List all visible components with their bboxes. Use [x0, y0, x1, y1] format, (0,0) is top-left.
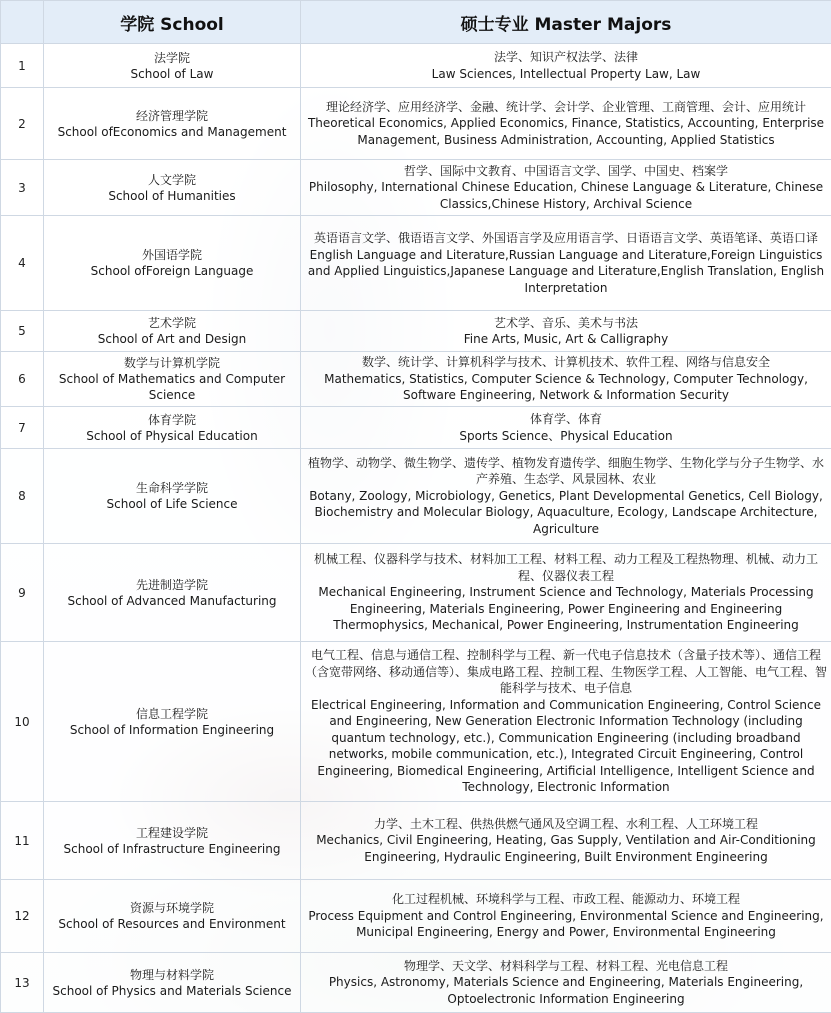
row-number: 13: [1, 953, 44, 1013]
school-name-cn: 经济管理学院: [135, 108, 208, 123]
header-index-cell: [1, 1, 44, 44]
majors-cell: [301, 880, 831, 953]
school-name-en: School of Infrastructure Engineering: [63, 841, 281, 856]
majors-en: Philosophy, International Chinese Education, Chinese Language & Literature, Chinese Classics,Chinese History, Archival Science: [308, 180, 824, 211]
table-row: [1, 311, 831, 352]
row-number: 12: [1, 880, 44, 953]
school-cell: [44, 953, 301, 1013]
majors-cn: 力学、土木工程、供热供燃气通风及空调工程、水利工程、人工环境工程: [373, 816, 758, 831]
table-row: [1, 449, 831, 544]
majors-en: Mathematics, Statistics, Computer Science & Technology, Computer Technology, Software Engineering, Network & Information Security: [324, 371, 808, 403]
majors-cell: [301, 802, 831, 880]
school-cell: [44, 544, 301, 642]
table-row: [1, 88, 831, 160]
row-number: 1: [1, 44, 44, 88]
row-number: 2: [1, 88, 44, 160]
school-cell: [44, 44, 301, 88]
school-name-cn: 信息工程学院: [135, 706, 208, 721]
majors-en: Sports Science、Physical Education: [459, 428, 673, 443]
majors-cell: [301, 216, 831, 311]
table-row: [1, 642, 831, 802]
school-cell: [44, 407, 301, 449]
majors-cell: [301, 544, 831, 642]
majors-cn: 艺术学、音乐、美术与书法: [493, 315, 638, 330]
majors-cell: [301, 407, 831, 449]
school-name-en: School of Advanced Manufacturing: [67, 593, 277, 608]
table-row: [1, 953, 831, 1013]
majors-cn: 化工过程机械、环境科学与工程、市政工程、能源动力、环境工程: [391, 892, 740, 907]
school-name-cn: 人文学院: [147, 172, 196, 187]
row-number: 9: [1, 544, 44, 642]
school-name-cn: 数学与计算机学院: [123, 356, 220, 370]
school-cell: [44, 802, 301, 880]
majors-cell: [301, 160, 831, 216]
table-row: [1, 160, 831, 216]
majors-cell: [301, 642, 831, 802]
majors-cn: 哲学、国际中文教育、中国语言文学、国学、中国史、档案学: [403, 163, 728, 178]
school-name-cn: 工程建设学院: [135, 825, 208, 840]
school-name-cn: 艺术学院: [147, 316, 196, 330]
school-name-en: School of Mathematics and Computer Science: [58, 372, 286, 402]
school-name-en: School of Law: [130, 66, 214, 81]
school-name-en: School of Information Engineering: [69, 722, 275, 737]
majors-cell: [301, 44, 831, 88]
majors-cell: [301, 311, 831, 352]
school-name-en: School of Life Science: [106, 497, 238, 511]
school-cell: [44, 642, 301, 802]
table-row: [1, 880, 831, 953]
table-body: [1, 44, 831, 1013]
row-number: 8: [1, 449, 44, 544]
majors-cn: 数学、统计学、计算机科学与技术、计算机技术、软件工程、网络与信息安全: [361, 355, 770, 370]
header-school: 学院 School: [44, 1, 301, 44]
majors-en: Mechanical Engineering, Instrument Science and Technology, Materials Processing Engineering, Materials Engineering, Power Engineering and Engineering Thermophysics, Mechanical, Power Engineering, Instrumentation Engineering: [318, 585, 814, 633]
school-name-en: School of Resources and Environment: [58, 917, 286, 931]
majors-en: Electrical Engineering, Information and Communication Engineering, Control Science and Engineering, New Generation Electronic Information Technology (including quantum technology, etc.), Communication Engineering (including broadband networks, mobile communication, etc.), Integrated Circuit Engineering, Control Engineering, Biomedical Engineering, Artificial Intelligence, Intelligent Science and Technology, Electronic Information: [311, 697, 821, 795]
header-majors: 硕士专业 Master Majors: [301, 1, 831, 44]
header-row: [1, 1, 831, 44]
table-row: [1, 544, 831, 642]
table-row: [1, 802, 831, 880]
school-name-en: School ofForeign Language: [90, 264, 254, 278]
majors-en: Physics, Astronomy, Materials Science and Engineering, Materials Engineering, Optoelectronic Information Engineering: [328, 975, 804, 1006]
row-number: 3: [1, 160, 44, 216]
school-cell: [44, 160, 301, 216]
school-cell: [44, 216, 301, 311]
row-number: 5: [1, 311, 44, 352]
school-cell: [44, 311, 301, 352]
school-cell: [44, 88, 301, 160]
majors-en: Process Equipment and Control Engineering, Environmental Science and Engineering, Municipal Engineering, Energy and Power, Environmental Engineering: [308, 908, 824, 940]
school-name-cn: 体育学院: [147, 412, 196, 427]
majors-cell: [301, 953, 831, 1013]
majors-en: Theoretical Economics, Applied Economics, Finance, Statistics, Accounting, Enterprise Management, Business Administration, Accounting, Applied Statistics: [307, 116, 825, 147]
majors-cn: 体育学、体育: [529, 412, 602, 426]
row-number: 7: [1, 407, 44, 449]
majors-cn: 机械工程、仪器科学与技术、材料加工工程、材料工程、动力工程及工程热物理、机械、动力工程、仪器仪表工程: [313, 552, 818, 583]
school-name-cn: 生命科学学院: [135, 481, 208, 495]
majors-cn: 理论经济学、应用经济学、金融、统计学、会计学、企业管理、工商管理、会计、应用统计: [325, 99, 806, 114]
majors-cn: 物理学、天文学、材料科学与工程、材料工程、光电信息工程: [403, 958, 728, 973]
majors-cell: [301, 352, 831, 407]
school-name-en: School of Physical Education: [86, 428, 258, 443]
majors-cell: [301, 449, 831, 544]
row-number: 11: [1, 802, 44, 880]
majors-cn: 英语语言文学、俄语语言文学、外国语言学及应用语言学、日语语言文学、英语笔译、英语口译: [313, 231, 818, 245]
school-name-en: School of Humanities: [108, 188, 236, 203]
majors-cn: 植物学、动物学、微生物学、遗传学、植物发育遗传学、细胞生物学、生物化学与分子生物学、水产养殖、生态学、风景园林、农业: [307, 455, 824, 487]
majors-en: Mechanics, Civil Engineering, Heating, Gas Supply, Ventilation and Air-Conditioning Engineering, Hydraulic Engineering, Built Environment Engineering: [316, 833, 816, 864]
majors-cn: 电气工程、信息与通信工程、控制科学与工程、新一代电子信息技术（含量子技术等）、通信工程（含宽带网络、移动通信等）、集成电路工程、控制工程、生物医学工程、人工智能、电气工程、智能科学与技术、电子信息: [304, 648, 827, 696]
majors-en: Botany, Zoology, Microbiology, Genetics, Plant Developmental Genetics, Cell Biology, Biochemistry and Molecular Biology, Aquaculture, Ecology, Landscape Architecture, Agriculture: [309, 488, 823, 536]
school-name-cn: 外国语学院: [141, 248, 202, 262]
table-row: [1, 352, 831, 407]
school-name-cn: 资源与环境学院: [129, 901, 214, 915]
table-header: [1, 1, 831, 44]
school-name-en: School ofEconomics and Management: [57, 124, 287, 139]
school-name-en: School of Physics and Materials Science: [52, 983, 292, 998]
majors-cell: [301, 88, 831, 160]
table-row: [1, 216, 831, 311]
majors-en: English Language and Literature,Russian Language and Literature,Foreign Linguistics and Applied Linguistics,Japanese Language and Literature,English Translation, English Interpretation: [307, 247, 825, 295]
table-row: [1, 407, 831, 449]
school-name-cn: 先进制造学院: [135, 577, 208, 592]
majors-en: Law Sciences, Intellectual Property Law, Law: [431, 66, 701, 81]
table-row: [1, 44, 831, 88]
school-cell: [44, 880, 301, 953]
school-name-cn: 法学院: [153, 50, 190, 65]
row-number: 10: [1, 642, 44, 802]
majors-en: Fine Arts, Music, Art & Calligraphy: [463, 332, 669, 346]
majors-cn: 法学、知识产权法学、法律: [493, 50, 638, 64]
row-number: 4: [1, 216, 44, 311]
school-name-en: School of Art and Design: [97, 332, 247, 346]
school-name-cn: 物理与材料学院: [129, 967, 214, 982]
school-cell: [44, 352, 301, 407]
row-number: 6: [1, 352, 44, 407]
school-cell: [44, 449, 301, 544]
